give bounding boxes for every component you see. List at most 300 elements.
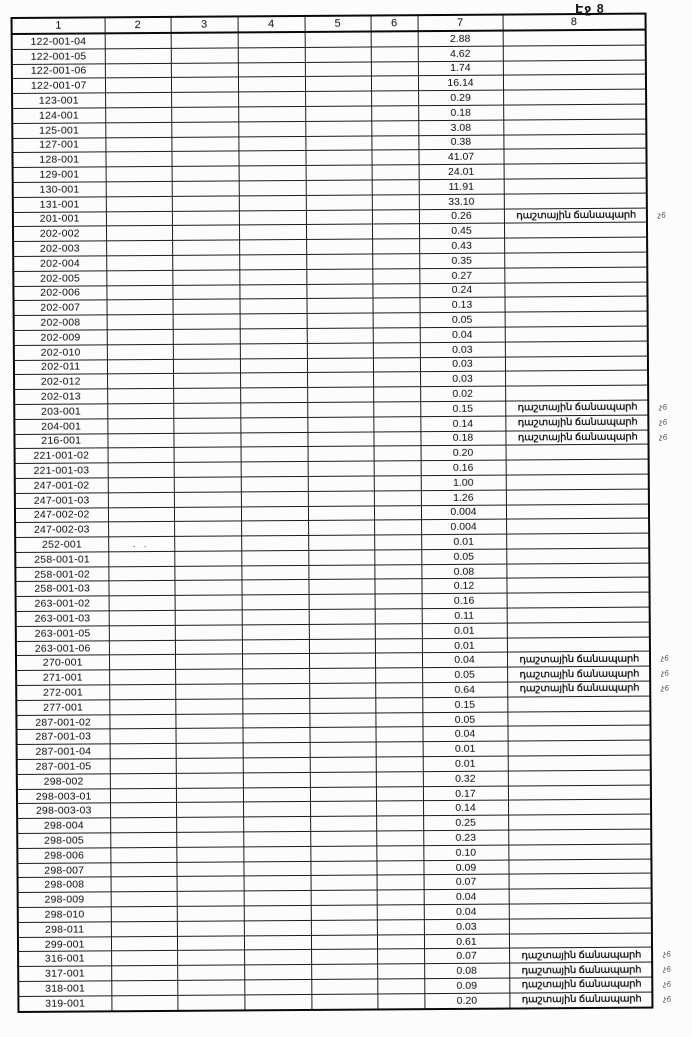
col6-cell — [377, 979, 424, 994]
col2-cell — [109, 640, 175, 655]
col4-cell — [241, 491, 308, 506]
col4-cell — [243, 743, 310, 758]
col4-cell — [242, 624, 309, 639]
col4-cell — [238, 136, 305, 151]
row-code-cell: 298-003-01 — [17, 788, 110, 803]
row-value-cell: 0.05 — [422, 712, 507, 727]
col4-cell — [240, 432, 307, 447]
col3-cell — [171, 151, 238, 166]
col4-cell — [244, 876, 311, 891]
row-code-cell: 201-001 — [13, 211, 106, 226]
col3-cell — [172, 210, 239, 225]
row-value-cell: 0.01 — [422, 623, 507, 638]
row-code-cell: 247-001-03 — [15, 493, 108, 508]
col5-cell — [305, 150, 371, 165]
row-note-cell — [504, 178, 647, 194]
col4-cell — [242, 610, 309, 625]
col3-cell — [172, 225, 239, 240]
row-note-cell — [508, 829, 651, 845]
col4-cell — [242, 595, 309, 610]
col6-cell — [374, 535, 421, 550]
col3-cell — [176, 862, 243, 877]
col6-cell — [371, 135, 418, 150]
col5-cell — [307, 372, 373, 387]
row-value-cell: 33.10 — [419, 194, 504, 209]
row-note-cell — [509, 918, 652, 934]
row-code-cell: 122-001-07 — [12, 78, 105, 93]
col4-cell — [242, 698, 309, 713]
col6-cell — [375, 698, 422, 713]
row-note-cell — [506, 533, 649, 549]
col2-cell — [109, 655, 175, 670]
col5-cell — [308, 476, 374, 491]
row-note-cell — [507, 681, 670, 697]
col5-cell — [309, 668, 375, 683]
col3-cell — [171, 48, 238, 63]
col6-cell — [376, 845, 423, 860]
row-code-cell: 258-001-02 — [15, 567, 108, 582]
row-code-cell: 202-004 — [13, 256, 106, 271]
col5-cell — [307, 313, 373, 328]
col2-cell — [105, 63, 171, 78]
col2-cell — [110, 788, 176, 803]
row-value-cell: 0.04 — [420, 327, 505, 342]
row-note-cell — [504, 282, 647, 298]
stray-mark: . . — [132, 539, 150, 550]
row-value-cell: 0.09 — [423, 860, 508, 875]
col4-cell — [238, 62, 305, 77]
row-code-cell: 123-001 — [12, 93, 105, 108]
col3-cell — [176, 802, 243, 817]
col4-cell — [242, 639, 309, 654]
row-value-cell: 0.10 — [423, 845, 508, 860]
col5-cell — [309, 713, 375, 728]
col4-cell — [240, 402, 307, 417]
col4-cell — [239, 195, 306, 210]
col5-cell — [309, 727, 375, 742]
col5-cell — [309, 653, 375, 668]
col2-cell — [107, 418, 173, 433]
row-note-cell — [505, 341, 648, 357]
col6-cell — [371, 61, 418, 76]
col3-cell — [172, 255, 239, 270]
row-code-cell: 221-001-02 — [15, 448, 108, 463]
col4-cell — [244, 891, 311, 906]
col2-cell — [108, 522, 174, 537]
row-value-cell: 0.11 — [422, 608, 507, 623]
col2-cell — [108, 492, 174, 507]
column-header-6: 6 — [371, 15, 418, 31]
row-value-cell: 0.38 — [418, 135, 503, 150]
col6-cell — [375, 624, 422, 639]
row-code-cell: 124-001 — [12, 108, 105, 123]
row-note-cell — [505, 430, 669, 446]
row-value-cell: 0.01 — [422, 638, 507, 653]
col3-cell — [173, 299, 240, 314]
row-value-cell: 0.24 — [419, 283, 504, 298]
col2-cell — [109, 610, 175, 625]
col6-cell — [374, 564, 421, 579]
note-text: դաշտային ճանապարհ — [521, 964, 642, 977]
row-value-cell: 0.07 — [424, 874, 509, 889]
col5-cell — [311, 964, 377, 979]
col2-cell — [108, 566, 174, 581]
col5-cell — [306, 239, 372, 254]
col3-cell — [171, 63, 238, 78]
col6-cell — [372, 209, 419, 224]
row-note-cell — [506, 578, 649, 594]
col6-cell — [375, 712, 422, 727]
col2-cell — [109, 699, 175, 714]
col6-cell — [373, 402, 420, 417]
col2-cell — [110, 744, 176, 759]
row-value-cell: 0.23 — [423, 830, 508, 845]
col2-cell — [109, 670, 175, 685]
note-text: դաշտային ճանապարհ — [517, 431, 638, 444]
note-text: դաշտային ճանապարհ — [519, 653, 640, 666]
col2-cell — [109, 729, 175, 744]
col6-cell — [372, 224, 419, 239]
col4-cell — [240, 299, 307, 314]
row-code-cell: 127-001 — [12, 137, 105, 152]
row-code-cell: 125-001 — [12, 123, 105, 138]
column-header-7: 7 — [418, 15, 503, 32]
col5-cell — [310, 742, 376, 757]
col3-cell — [173, 373, 240, 388]
col2-cell — [106, 270, 172, 285]
row-code-cell: 270-001 — [16, 655, 109, 670]
row-value-cell: 0.04 — [424, 904, 509, 919]
col4-cell — [240, 343, 307, 358]
col6-cell — [374, 579, 421, 594]
col4-cell — [241, 565, 308, 580]
col6-cell — [374, 505, 421, 520]
col3-cell — [174, 506, 241, 521]
col4-cell — [240, 388, 307, 403]
row-code-cell: 131-001 — [13, 197, 106, 212]
note-text: դաշտային ճանապարհ — [521, 949, 642, 962]
row-code-cell: 202-003 — [13, 241, 106, 256]
row-code-cell: 202-009 — [14, 330, 107, 345]
col4-cell — [239, 225, 306, 240]
row-note-cell — [507, 607, 650, 623]
row-note-cell — [504, 163, 647, 179]
margin-handwritten-mark: չ6 — [659, 401, 668, 412]
col3-cell — [174, 566, 241, 581]
col5-cell — [305, 76, 371, 91]
row-code-cell: 263-001-05 — [16, 626, 109, 641]
col2-cell — [105, 107, 171, 122]
col2-cell — [111, 936, 177, 951]
row-code-cell: 319-001 — [18, 996, 111, 1012]
row-value-cell: 0.09 — [424, 978, 509, 993]
row-note-cell — [507, 666, 670, 682]
col6-cell — [373, 313, 420, 328]
col6-cell — [371, 31, 418, 47]
col6-cell — [377, 875, 424, 890]
col3-cell — [173, 314, 240, 329]
col4-cell — [240, 373, 307, 388]
col2-cell — [109, 684, 175, 699]
row-note-cell — [508, 799, 651, 815]
col4-cell — [239, 166, 306, 181]
row-code-cell: 247-001-02 — [15, 478, 108, 493]
row-code-cell: 202-013 — [14, 389, 107, 404]
col4-cell — [239, 210, 306, 225]
row-note-cell — [504, 237, 647, 253]
col5-cell — [309, 698, 375, 713]
row-note-cell — [506, 459, 649, 475]
row-code-cell: 277-001 — [16, 700, 109, 715]
row-code-cell: 130-001 — [13, 182, 106, 197]
col4-cell — [243, 757, 310, 772]
col6-cell — [372, 298, 419, 313]
column-header-8: 8 — [503, 14, 646, 31]
col2-cell — [106, 241, 172, 256]
margin-handwritten-mark: չ6 — [663, 993, 673, 1004]
row-note-cell — [506, 563, 649, 579]
row-note-cell — [506, 489, 649, 505]
row-value-cell: 0.32 — [423, 771, 508, 786]
col5-cell — [310, 757, 376, 772]
row-value-cell: 0.04 — [422, 727, 507, 742]
col6-cell — [371, 76, 418, 91]
col3-cell — [173, 418, 240, 433]
margin-handwritten-mark: չ6 — [660, 653, 670, 664]
col4-cell — [242, 684, 309, 699]
col5-cell — [305, 62, 371, 77]
row-code-cell: 129-001 — [13, 167, 106, 182]
col3-cell — [174, 536, 241, 551]
col2-cell — [109, 625, 175, 640]
col6-cell — [376, 771, 423, 786]
row-value-cell: 0.20 — [424, 993, 509, 1009]
col3-cell — [175, 625, 242, 640]
column-header-5: 5 — [305, 15, 371, 31]
col2-cell — [105, 152, 171, 167]
col5-cell — [311, 875, 377, 890]
col4-cell — [239, 254, 306, 269]
row-code-cell: 298-006 — [17, 848, 110, 863]
table-body — [12, 30, 673, 1012]
col6-cell — [371, 106, 418, 121]
col3-cell — [176, 758, 243, 773]
row-code-cell: 247-002-03 — [15, 522, 108, 537]
col3-cell — [173, 358, 240, 373]
col2-cell — [111, 951, 177, 966]
row-note-cell — [506, 518, 649, 534]
row-value-cell: 0.03 — [420, 357, 505, 372]
col2-cell — [105, 48, 171, 63]
col5-cell — [307, 343, 373, 358]
row-code-cell: 202-002 — [13, 226, 106, 241]
col3-cell — [175, 684, 242, 699]
row-note-cell — [504, 208, 667, 224]
col3-cell — [175, 669, 242, 684]
row-code-cell: 128-001 — [12, 152, 105, 167]
col5-cell — [306, 298, 372, 313]
col5-cell — [310, 831, 376, 846]
col5-cell — [311, 949, 377, 964]
row-note-cell — [508, 814, 651, 830]
row-value-cell: 0.004 — [421, 519, 506, 534]
col3-cell — [174, 462, 241, 477]
col6-cell — [376, 860, 423, 875]
col3-cell — [175, 714, 242, 729]
col5-cell — [311, 890, 377, 905]
col6-cell — [377, 890, 424, 905]
col2-cell — [107, 433, 173, 448]
col6-cell — [375, 683, 422, 698]
row-note-cell — [508, 740, 651, 756]
col3-cell — [173, 344, 240, 359]
row-note-cell — [503, 104, 646, 120]
col4-cell — [241, 447, 308, 462]
row-code-cell: 258-001-01 — [15, 552, 108, 567]
row-code-cell: 317-001 — [18, 966, 111, 981]
col3-cell — [177, 980, 244, 995]
col5-cell — [305, 91, 371, 106]
col4-cell — [243, 817, 310, 832]
row-note-cell — [507, 652, 670, 668]
row-value-cell: 4.62 — [418, 46, 503, 61]
col5-cell — [310, 787, 376, 802]
col3-cell — [171, 77, 238, 92]
row-code-cell: 298-005 — [17, 833, 110, 848]
row-note-cell — [503, 30, 646, 46]
col4-cell — [243, 831, 310, 846]
col3-cell — [171, 32, 238, 48]
col6-cell — [372, 254, 419, 269]
row-code-cell: 271-001 — [16, 670, 109, 685]
row-value-cell: 0.05 — [420, 312, 505, 327]
col5-cell — [311, 994, 377, 1010]
col5-cell — [305, 47, 371, 62]
col3-cell — [174, 477, 241, 492]
col3-cell — [174, 492, 241, 507]
table-row — [18, 992, 652, 1012]
row-note-cell — [505, 370, 648, 386]
row-note-cell — [503, 89, 646, 105]
col3-cell — [177, 876, 244, 891]
col3-cell — [176, 773, 243, 788]
col2-cell — [110, 818, 176, 833]
row-note-cell — [503, 119, 646, 135]
col6-cell — [371, 91, 418, 106]
row-note-cell — [503, 134, 646, 150]
row-note-cell — [504, 222, 647, 238]
note-text: դաշտային ճանապարհ — [516, 209, 637, 222]
col4-cell — [239, 284, 306, 299]
col6-cell — [373, 328, 420, 343]
col5-cell — [310, 816, 376, 831]
row-note-cell — [509, 947, 672, 963]
note-text: դաշտային ճանապարհ — [521, 993, 642, 1006]
col5-cell — [310, 861, 376, 876]
row-value-cell: 0.01 — [423, 741, 508, 756]
col2-cell — [108, 448, 174, 463]
col6-cell — [374, 476, 421, 491]
col2-cell — [107, 300, 173, 315]
col4-cell — [242, 728, 309, 743]
col4-cell — [243, 846, 310, 861]
row-value-cell: 0.35 — [419, 253, 504, 268]
row-note-cell — [509, 903, 652, 919]
row-code-cell: 298-002 — [17, 774, 110, 789]
col6-cell — [371, 46, 418, 61]
col5-cell — [308, 491, 374, 506]
row-value-cell: 0.05 — [422, 667, 507, 682]
col5-cell — [308, 579, 374, 594]
row-code-cell: 298-003-03 — [17, 803, 110, 818]
col2-cell — [107, 344, 173, 359]
col6-cell — [376, 786, 423, 801]
page-number-label: Էջ 8 — [575, 2, 605, 16]
col3-cell — [174, 551, 241, 566]
row-code-cell: 263-001-02 — [16, 596, 109, 611]
col2-cell — [111, 921, 177, 936]
row-note-cell — [507, 622, 650, 638]
col5-cell — [308, 565, 374, 580]
registry-table-wrap — [11, 13, 673, 1013]
col5-cell — [308, 505, 374, 520]
col2-cell — [106, 167, 172, 182]
note-text: դաշտային ճանապարհ — [519, 683, 640, 695]
row-code-cell: 202-008 — [14, 315, 107, 330]
col6-cell — [371, 120, 418, 135]
row-note-cell — [505, 356, 648, 372]
col2-cell — [111, 877, 177, 892]
col5-cell — [305, 121, 371, 136]
col6-cell — [373, 372, 420, 387]
col5-cell — [306, 210, 372, 225]
col5-cell — [310, 801, 376, 816]
col5-cell — [306, 254, 372, 269]
col6-cell — [376, 816, 423, 831]
col6-cell — [371, 150, 418, 165]
row-value-cell: 1.74 — [418, 61, 503, 76]
col3-cell — [175, 640, 242, 655]
col2-cell — [110, 862, 176, 877]
col4-cell — [243, 861, 310, 876]
col4-cell — [243, 802, 310, 817]
col5-cell — [308, 446, 374, 461]
row-value-cell: 0.01 — [423, 756, 508, 771]
col2-cell — [106, 255, 172, 270]
row-value-cell: 0.16 — [421, 460, 506, 475]
row-note-cell — [503, 148, 646, 164]
row-value-cell: 0.12 — [421, 579, 506, 594]
row-code-cell: 272-001 — [16, 685, 109, 700]
col6-cell — [377, 919, 424, 934]
note-text: դաշտային ճանապարհ — [519, 668, 640, 681]
col4-cell — [238, 121, 305, 136]
margin-handwritten-mark: չ6 — [663, 964, 672, 975]
col4-cell — [241, 476, 308, 491]
col3-cell — [175, 654, 242, 669]
col4-cell — [240, 358, 307, 373]
col3-cell — [171, 122, 238, 137]
column-header-3: 3 — [171, 16, 238, 32]
col2-cell — [110, 803, 176, 818]
row-note-cell — [508, 770, 651, 786]
col3-cell — [177, 906, 244, 921]
row-note-cell — [506, 504, 649, 520]
row-code-cell: 287-001-05 — [17, 759, 110, 774]
col6-cell — [377, 905, 424, 920]
row-code-cell: 298-008 — [18, 877, 111, 892]
col3-cell — [176, 743, 243, 758]
